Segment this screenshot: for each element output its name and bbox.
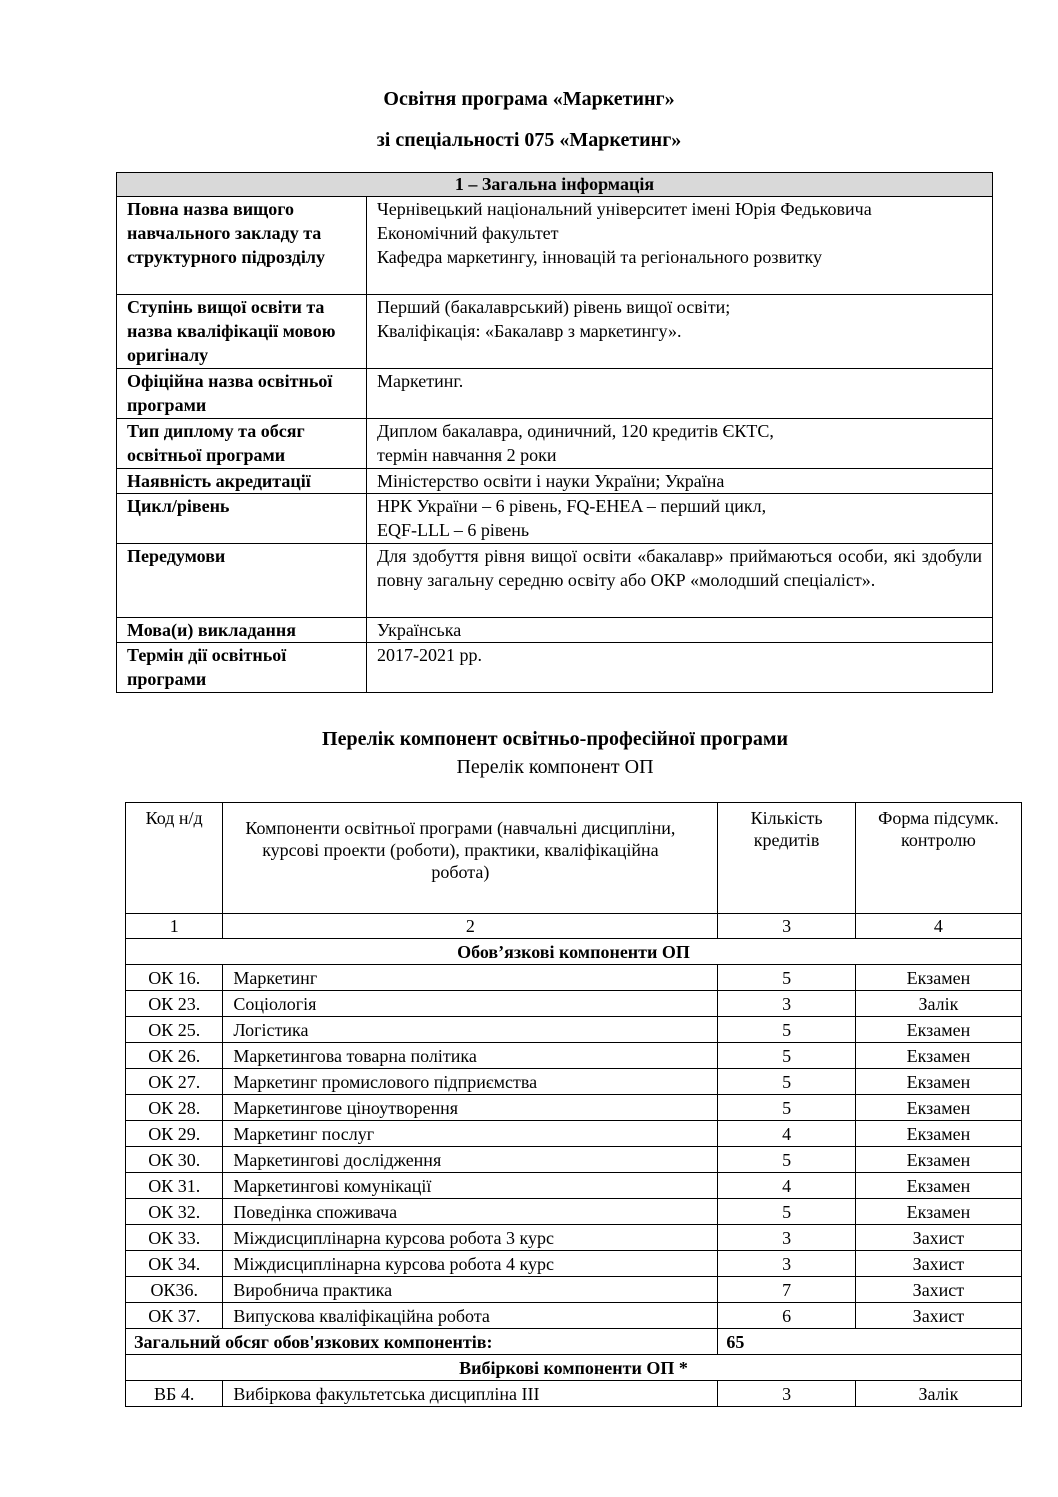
- component-name: Випускова кваліфікаційна робота: [223, 1303, 718, 1329]
- info-label: Мова(и) викладання: [117, 618, 367, 643]
- component-name: Маркетингове ціноутворення: [223, 1095, 718, 1121]
- component-code: ОК 28.: [126, 1095, 223, 1121]
- component-code: ОК 29.: [126, 1121, 223, 1147]
- info-label: Наявність акредитації: [117, 469, 367, 494]
- component-control: Екзамен: [855, 1199, 1021, 1225]
- component-credits: 5: [718, 1199, 855, 1225]
- mandatory-heading: Обов’язкові компоненти ОП: [126, 939, 1022, 965]
- table-row: [126, 1381, 1022, 1407]
- table-row: [126, 1251, 1022, 1277]
- component-code: ОК 26.: [126, 1043, 223, 1069]
- component-credits: 5: [718, 1043, 855, 1069]
- component-credits: 4: [718, 1121, 855, 1147]
- info-value: [367, 544, 993, 618]
- column-header-control: Форма підсумк. контролю: [855, 803, 1021, 914]
- info-value: [367, 618, 993, 643]
- column-number: 1: [126, 914, 223, 939]
- info-line: Чернівецький національний університет імені Юрія Федьковича: [377, 199, 872, 219]
- column-header-code: Код н/д: [126, 803, 223, 914]
- components-subtitle: Перелік компонент ОП: [456, 756, 654, 778]
- table-row: [126, 1277, 1022, 1303]
- component-credits: 5: [718, 965, 855, 991]
- info-line: 2017-2021 рр.: [377, 645, 482, 665]
- component-name: Маркетинг послуг: [223, 1121, 718, 1147]
- info-label: Термін дії освітньої програми: [117, 643, 367, 693]
- component-code: ОК 25.: [126, 1017, 223, 1043]
- component-credits: 3: [718, 991, 855, 1017]
- component-control: Екзамен: [855, 1069, 1021, 1095]
- component-name: Маркетинг промислового підприємства: [223, 1069, 718, 1095]
- components-title: Перелік компонент освітньо-професійної програми: [322, 728, 788, 750]
- component-name: Соціологія: [223, 991, 718, 1017]
- component-control: Екзамен: [855, 1121, 1021, 1147]
- component-credits: 6: [718, 1303, 855, 1329]
- component-control: Захист: [855, 1225, 1021, 1251]
- info-row: [117, 643, 993, 693]
- column-header-credits: Кількість кредитів: [718, 803, 855, 914]
- component-credits: 3: [718, 1225, 855, 1251]
- component-name: Виробнича практика: [223, 1277, 718, 1303]
- info-row: [117, 295, 993, 369]
- table-row: [126, 1121, 1022, 1147]
- component-code: ВБ 4.: [126, 1381, 223, 1407]
- components-table: [125, 802, 1022, 1407]
- component-control: Захист: [855, 1277, 1021, 1303]
- component-code: ОК 34.: [126, 1251, 223, 1277]
- info-label: Передумови: [117, 544, 367, 618]
- table-row: [126, 1147, 1022, 1173]
- table-row: [126, 965, 1022, 991]
- component-credits: 7: [718, 1277, 855, 1303]
- table-row: [126, 1069, 1022, 1095]
- column-numbers-row: [126, 914, 1022, 939]
- component-name: Вибіркова факультетська дисципліна ІІІ: [223, 1381, 718, 1407]
- general-info-heading: 1 – Загальна інформація: [117, 173, 993, 197]
- section-row: [126, 1355, 1022, 1381]
- component-control: Залік: [855, 1381, 1021, 1407]
- program-subtitle: зі спеціальності 075 «Маркетинг»: [376, 129, 682, 151]
- component-code: ОК 23.: [126, 991, 223, 1017]
- section-row: [126, 939, 1022, 965]
- column-header-components: Компоненти освітньої програми (навчальні дисципліни, курсові проекти (роботи), практики, кваліфікаційна робота): [223, 803, 718, 914]
- info-value: [367, 197, 993, 295]
- info-line: Перший (бакалаврський) рівень вищої освіти;: [377, 297, 731, 317]
- info-value: [367, 369, 993, 419]
- component-name: Маркетинг: [223, 965, 718, 991]
- total-value: 65: [718, 1329, 1022, 1355]
- info-line: Кваліфікація: «Бакалавр з маркетингу».: [377, 321, 682, 341]
- info-value: [367, 295, 993, 369]
- info-label: Цикл/рівень: [117, 494, 367, 544]
- total-label: Загальний обсяг обов'язкових компонентів:: [126, 1329, 718, 1355]
- info-value: [367, 494, 993, 544]
- info-label: Ступінь вищої освіти та назва кваліфікації мовою оригіналу: [117, 295, 367, 369]
- component-control: Захист: [855, 1251, 1021, 1277]
- info-label: Повна назва вищого навчального закладу та структурного підрозділу: [117, 197, 367, 295]
- component-credits: 4: [718, 1173, 855, 1199]
- info-line: EQF-LLL – 6 рівень: [377, 520, 530, 540]
- info-line: Економічний факультет: [377, 223, 559, 243]
- table-row: [126, 1225, 1022, 1251]
- component-credits: 3: [718, 1381, 855, 1407]
- info-row: [117, 197, 993, 295]
- info-label: Тип диплому та обсяг освітньої програми: [117, 419, 367, 469]
- component-control: Екзамен: [855, 1147, 1021, 1173]
- component-code: ОК 27.: [126, 1069, 223, 1095]
- component-control: Екзамен: [855, 1173, 1021, 1199]
- component-code: ОК 30.: [126, 1147, 223, 1173]
- table-row: [126, 1017, 1022, 1043]
- info-line: НРК України – 6 рівень, FQ-EHEA – перший цикл,: [377, 496, 767, 516]
- table-header-row: [126, 803, 1022, 914]
- column-number: 4: [855, 914, 1021, 939]
- component-name: Маркетингові комунікації: [223, 1173, 718, 1199]
- component-control: Екзамен: [855, 1043, 1021, 1069]
- component-name: Поведінка споживача: [223, 1199, 718, 1225]
- component-control: Екзамен: [855, 1017, 1021, 1043]
- component-control: Екзамен: [855, 1095, 1021, 1121]
- table-row: [126, 1303, 1022, 1329]
- info-line: Маркетинг.: [377, 371, 464, 391]
- table-row: [126, 1095, 1022, 1121]
- column-number: 2: [223, 914, 718, 939]
- component-code: ОК36.: [126, 1277, 223, 1303]
- component-name: Маркетингові дослідження: [223, 1147, 718, 1173]
- info-row: [117, 469, 993, 494]
- component-name: Міждисциплінарна курсова робота 4 курс: [223, 1251, 718, 1277]
- total-row: [126, 1329, 1022, 1355]
- info-row: [117, 419, 993, 469]
- info-label: Офіційна назва освітньої програми: [117, 369, 367, 419]
- elective-heading: Вибіркові компоненти ОП *: [126, 1355, 1022, 1381]
- info-row: [117, 618, 993, 643]
- component-code: ОК 16.: [126, 965, 223, 991]
- info-row: [117, 369, 993, 419]
- component-code: ОК 33.: [126, 1225, 223, 1251]
- component-name: Маркетингова товарна політика: [223, 1043, 718, 1069]
- table-row: [126, 991, 1022, 1017]
- component-control: Залік: [855, 991, 1021, 1017]
- table-row: [126, 1199, 1022, 1225]
- info-value: [367, 469, 993, 494]
- info-line: Українська: [377, 620, 462, 640]
- info-line: Диплом бакалавра, одиничний, 120 кредитів ЄКТС,: [377, 421, 774, 441]
- table-row: [126, 1043, 1022, 1069]
- table-row: [126, 1173, 1022, 1199]
- info-line: Міністерство освіти і науки України; Україна: [377, 471, 725, 491]
- component-control: Захист: [855, 1303, 1021, 1329]
- info-row: [117, 544, 993, 618]
- info-value: [367, 643, 993, 693]
- component-credits: 5: [718, 1017, 855, 1043]
- info-line: термін навчання 2 роки: [377, 445, 557, 465]
- program-title: Освітня програма «Маркетинг»: [383, 88, 675, 110]
- component-control: Екзамен: [855, 965, 1021, 991]
- component-name: Логістика: [223, 1017, 718, 1043]
- component-code: ОК 37.: [126, 1303, 223, 1329]
- component-credits: 5: [718, 1147, 855, 1173]
- component-credits: 5: [718, 1095, 855, 1121]
- component-code: ОК 31.: [126, 1173, 223, 1199]
- info-row: [117, 494, 993, 544]
- general-info-table: [116, 172, 993, 693]
- component-name: Міждисциплінарна курсова робота 3 курс: [223, 1225, 718, 1251]
- column-number: 3: [718, 914, 855, 939]
- info-value: [367, 419, 993, 469]
- component-credits: 5: [718, 1069, 855, 1095]
- component-code: ОК 32.: [126, 1199, 223, 1225]
- info-line: Для здобуття рівня вищої освіти «бакалавр» приймаються особи, які здобули повну загальну середню освіту або ОКР «молодший спеціаліст».: [377, 546, 982, 590]
- component-credits: 3: [718, 1251, 855, 1277]
- info-line: Кафедра маркетингу, інновацій та регіонального розвитку: [377, 247, 822, 267]
